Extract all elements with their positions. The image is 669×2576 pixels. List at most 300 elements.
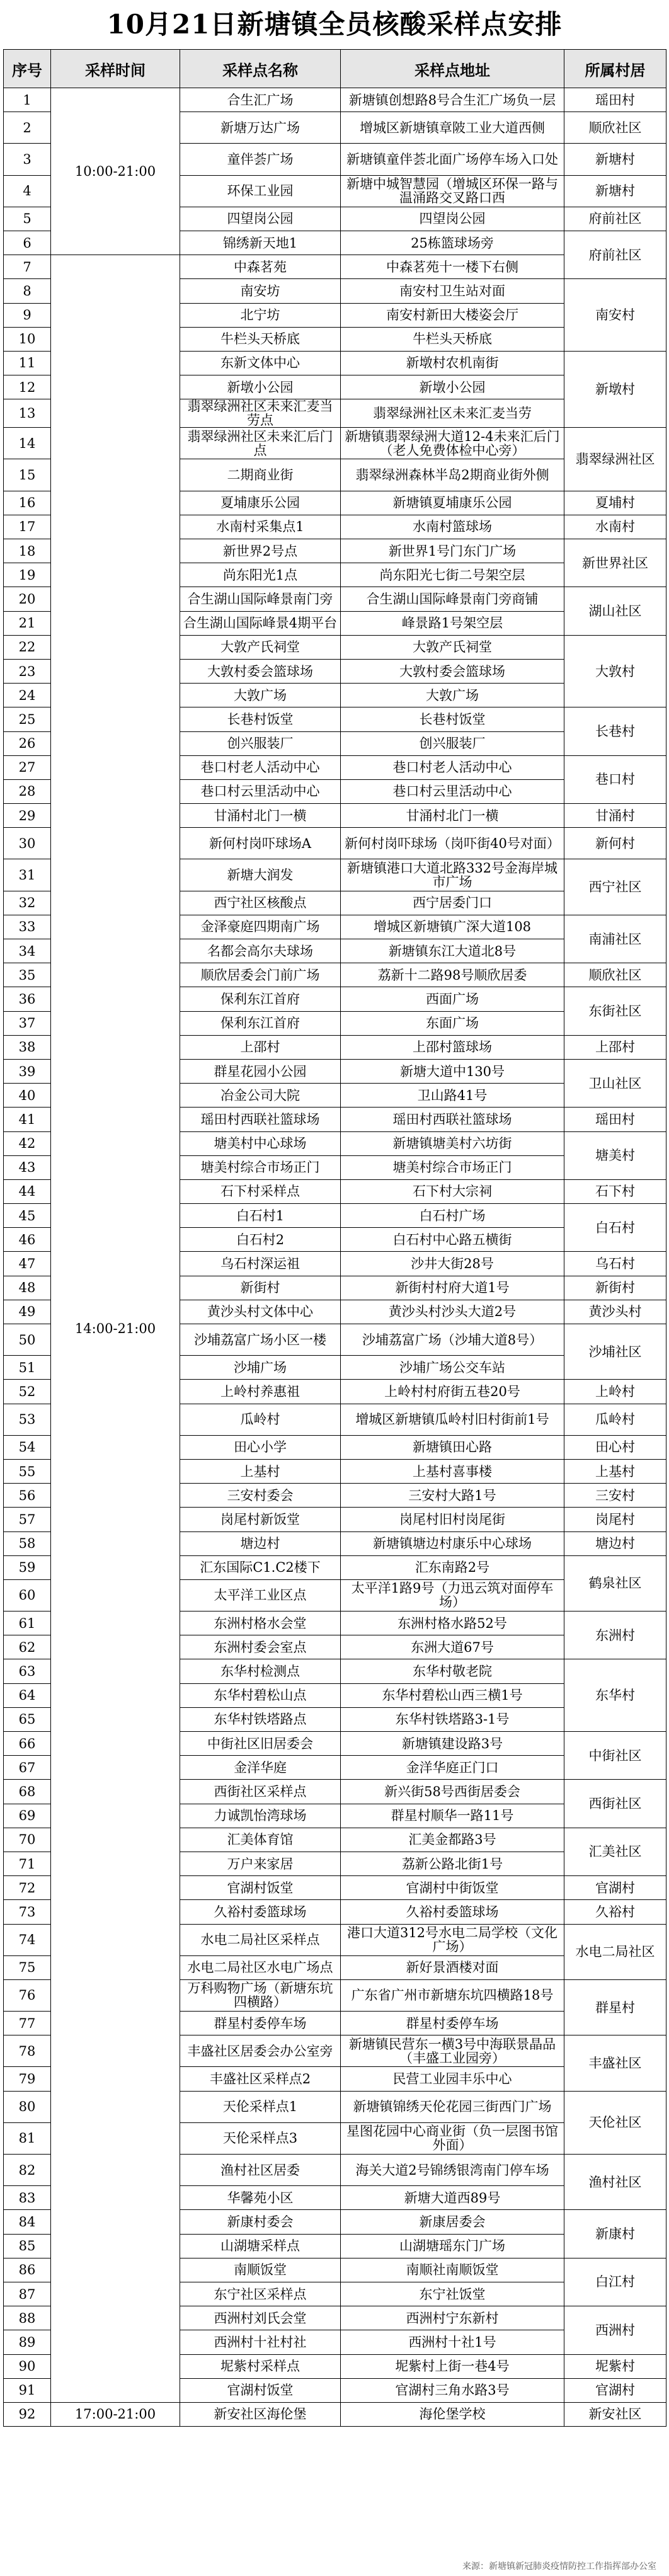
site-name: 黄沙头村文体中心 [180,1300,341,1324]
row-number: 57 [4,1508,51,1531]
site-address: 新兴街58号西街居委会 [341,1780,564,1804]
row-number: 2 [4,112,51,144]
site-address: 西宁居委门口 [341,891,564,915]
site-name: 东洲村委会室点 [180,1635,341,1659]
row-number: 74 [4,1924,51,1955]
row-number: 54 [4,1435,51,1459]
site-address: 久裕村委篮球场 [341,1900,564,1924]
site-name: 华馨苑小区 [180,2186,341,2210]
site-address: 新塘镇翡翠绿洲大道12-4未来汇后门（老人免费体检中心旁） [341,428,564,459]
site-name: 石下村采样点 [180,1179,341,1203]
village-name: 水电二局社区 [564,1924,666,1979]
site-name: 名都会高尔夫球场 [180,939,341,963]
site-address: 大敦广场 [341,684,564,707]
site-address: 太平洋1路9号（力迅云筑对面停车场） [341,1579,564,1611]
site-address: 塘美村综合市场正门 [341,1155,564,1179]
village-name: 新塘村 [564,144,666,175]
site-name: 官湖村饭堂 [180,2378,341,2402]
village-name: 石下村 [564,1179,666,1203]
site-address: 新塘镇创想路8号合生汇广场负一层 [341,88,564,112]
site-name: 金洋华庭 [180,1756,341,1780]
row-number: 39 [4,1059,51,1083]
row-number: 51 [4,1356,51,1380]
village-name: 塘美村 [564,1131,666,1179]
row-number: 11 [4,351,51,375]
site-address: 增城区新塘镇瓜岭村旧村街前1号 [341,1404,564,1435]
site-address: 民营工业园丰乐中心 [341,2067,564,2091]
row-number: 26 [4,731,51,755]
site-name: 翡翠绿洲社区未来汇麦当劳点 [180,399,341,428]
site-address: 卫山路41号 [341,1084,564,1108]
table-body [4,88,666,2427]
village-name: 鹤泉社区 [564,1555,666,1611]
row-number: 28 [4,779,51,803]
site-address: 东面广场 [341,1011,564,1035]
site-name: 塘边村 [180,1531,341,1555]
site-name: 天伦采样点3 [180,2122,341,2154]
site-name: 水电二局社区水电广场点 [180,1955,341,1979]
row-number: 88 [4,2306,51,2330]
village-name: 黄沙头村 [564,1300,666,1324]
site-name: 大敦产氏祠堂 [180,635,341,659]
site-name: 东洲村格水会堂 [180,1611,341,1635]
site-name: 上岭村养惠祖 [180,1380,341,1404]
site-address: 海关大道2号锦绣银湾南门停车场 [341,2155,564,2186]
row-number: 1 [4,88,51,112]
row-number: 23 [4,659,51,683]
site-address: 新塘镇民营东一横3号中海联景晶品（丰盛工业园旁） [341,2035,564,2067]
site-name: 巷口村云里活动中心 [180,779,341,803]
village-name: 水南村 [564,515,666,539]
village-name: 顺欣社区 [564,112,666,144]
site-name: 丰盛社区采样点2 [180,2067,341,2091]
village-name: 湖山社区 [564,587,666,635]
site-address: 新塘镇塘边村康乐中心球场 [341,1531,564,1555]
site-address: 海伦堡学校 [341,2402,564,2426]
village-name: 天伦社区 [564,2091,666,2154]
site-name: 中街社区旧居委会 [180,1732,341,1756]
row-number: 21 [4,611,51,635]
row-number: 34 [4,939,51,963]
site-address: 新世界1号门东门广场 [341,539,564,563]
site-address: 新塘大道西89号 [341,2186,564,2210]
row-number: 37 [4,1011,51,1035]
site-address: 新塘镇建设路3号 [341,1732,564,1756]
site-name: 坭紫村采样点 [180,2354,341,2378]
sampling-sites-table [3,49,666,2427]
site-address: 新塘镇港口大道北路332号金海岸城市广场 [341,859,564,891]
site-name: 南安坊 [180,279,341,303]
site-name: 四望岗公园 [180,207,341,231]
row-number: 82 [4,2155,51,2186]
site-name: 东新文体中心 [180,351,341,375]
site-name: 官湖村饭堂 [180,1876,341,1900]
row-number: 3 [4,144,51,175]
site-name: 新墩小公园 [180,375,341,399]
village-name: 新塘村 [564,175,666,207]
site-name: 塘美村综合市场正门 [180,1155,341,1179]
row-number: 66 [4,1732,51,1756]
site-address: 南安村新田大楼姿会厅 [341,303,564,327]
site-name: 沙埔荔富广场小区一楼 [180,1324,341,1356]
row-number: 18 [4,539,51,563]
row-number: 48 [4,1276,51,1300]
site-name: 东华村铁塔路点 [180,1707,341,1731]
site-name: 保利东江首府 [180,1011,341,1035]
row-number: 87 [4,2282,51,2306]
site-name: 群星村委停车场 [180,2012,341,2035]
site-address: 峰景路1号架空层 [341,611,564,635]
row-number: 72 [4,1876,51,1900]
row-number: 13 [4,399,51,428]
site-name: 西宁社区核酸点 [180,891,341,915]
village-name: 渔村社区 [564,2155,666,2210]
site-name: 童伴荟广场 [180,144,341,175]
site-name: 新塘万达广场 [180,112,341,144]
row-number: 91 [4,2378,51,2402]
site-name: 尚东阳光1点 [180,563,341,587]
site-name: 长巷村饭堂 [180,707,341,731]
site-address: 新塘中城智慧园（增城区环保一路与温涌路交叉路口西 [341,175,564,207]
row-number: 84 [4,2210,51,2234]
row-number: 22 [4,635,51,659]
village-name: 南浦社区 [564,915,666,963]
site-address: 新塘镇童伴荟北面广场停车场入口处 [341,144,564,175]
site-address: 新塘大道中130号 [341,1059,564,1083]
site-address: 翡翠绿洲社区未来汇麦当劳 [341,399,564,428]
site-address: 增城区新塘镇广深大道108 [341,915,564,939]
row-number: 14 [4,428,51,459]
site-name: 塘美村中心球场 [180,1131,341,1155]
row-number: 25 [4,707,51,731]
village-name: 汇美社区 [564,1828,666,1875]
row-number: 40 [4,1084,51,1108]
row-number: 73 [4,1900,51,1924]
site-name: 渔村社区居委 [180,2155,341,2186]
site-name: 天伦采样点1 [180,2091,341,2122]
site-address: 巷口村老人活动中心 [341,755,564,779]
header-village: 所属村居 [564,50,666,88]
site-name: 三安村委会 [180,1484,341,1508]
time-slot: 10:00-21:00 [51,88,180,255]
site-address: 新塘镇田心路 [341,1435,564,1459]
site-address: 甘涌村北门一横 [341,804,564,828]
site-address: 东宁社饭堂 [341,2282,564,2306]
site-name: 北宁坊 [180,303,341,327]
row-number: 32 [4,891,51,915]
site-name: 西洲村十社村社 [180,2330,341,2354]
row-number: 71 [4,1852,51,1875]
row-number: 65 [4,1707,51,1731]
row-number: 76 [4,1979,51,2011]
row-number: 60 [4,1579,51,1611]
village-name: 乌石村 [564,1252,666,1276]
site-address: 新墩村农机南街 [341,351,564,375]
row-number: 86 [4,2258,51,2282]
row-number: 35 [4,963,51,987]
site-name: 中森茗苑 [180,255,341,279]
site-address: 水南村篮球场 [341,515,564,539]
site-name: 水南村采集点1 [180,515,341,539]
site-address: 官湖村中街饭堂 [341,1876,564,1900]
site-name: 保利东江首府 [180,987,341,1011]
site-address: 白石村广场 [341,1204,564,1228]
village-name: 府前社区 [564,207,666,231]
site-name: 太平洋工业区点 [180,1579,341,1611]
village-name: 田心村 [564,1435,666,1459]
site-name: 新康村委会 [180,2210,341,2234]
site-name: 瑶田村西联社篮球场 [180,1108,341,1131]
site-name: 力诚凯怡湾球场 [180,1804,341,1828]
site-name: 合生湖山国际峰景南门旁 [180,587,341,611]
site-address: 山湖塘瑶东门广场 [341,2234,564,2258]
row-number: 62 [4,1635,51,1659]
site-name: 西街社区采样点 [180,1780,341,1804]
site-name: 冶金公司大院 [180,1084,341,1108]
row-number: 79 [4,2067,51,2091]
row-number: 64 [4,1683,51,1707]
row-number: 16 [4,491,51,515]
site-address: 白石村中心路五横街 [341,1228,564,1252]
site-name: 上基村 [180,1459,341,1483]
village-name: 南安村 [564,279,666,352]
site-name: 东华村检测点 [180,1659,341,1683]
site-address: 岗尾村旧村岗尾街 [341,1508,564,1531]
site-name: 乌石村深运祖 [180,1252,341,1276]
site-name: 二期商业街 [180,459,341,491]
site-address: 巷口村云里活动中心 [341,779,564,803]
row-number: 4 [4,175,51,207]
site-address: 上基村喜事楼 [341,1459,564,1483]
time-slot: 14:00-21:00 [51,255,180,2403]
site-name: 白石村1 [180,1204,341,1228]
header-time: 采样时间 [51,50,180,88]
site-name: 东华村碧松山点 [180,1683,341,1707]
village-name: 沙埔社区 [564,1324,666,1380]
site-name: 久裕村委篮球场 [180,1900,341,1924]
site-name: 岗尾村新饭堂 [180,1508,341,1531]
row-number: 33 [4,915,51,939]
site-name: 大敦村委会篮球场 [180,659,341,683]
site-address: 新好景酒楼对面 [341,1955,564,1979]
village-name: 府前社区 [564,231,666,278]
row-number: 38 [4,1035,51,1059]
site-address: 长巷村饭堂 [341,707,564,731]
site-name: 新街村 [180,1276,341,1300]
site-address: 西洲村宁东新村 [341,2306,564,2330]
village-name: 岗尾村 [564,1508,666,1531]
site-name: 锦绣新天地1 [180,231,341,255]
site-name: 合生湖山国际峰景4期平台 [180,611,341,635]
site-address: 金洋华庭正门口 [341,1756,564,1780]
row-number: 52 [4,1380,51,1404]
site-name: 翡翠绿洲社区未来汇后门点 [180,428,341,459]
site-name: 创兴服装厂 [180,731,341,755]
site-name: 顺欣居委会门前广场 [180,963,341,987]
site-name: 东宁社区采样点 [180,2282,341,2306]
village-name: 白江村 [564,2258,666,2306]
village-name: 新安社区 [564,2402,666,2426]
village-name: 长巷村 [564,707,666,755]
village-name: 巷口村 [564,755,666,803]
row-number: 77 [4,2012,51,2035]
site-name: 牛栏头天桥底 [180,327,341,351]
row-number: 20 [4,587,51,611]
village-name: 新何村 [564,828,666,859]
site-address: 新街村村府大道1号 [341,1276,564,1300]
row-number: 36 [4,987,51,1011]
site-address: 官湖村三角水路3号 [341,2378,564,2402]
site-name: 水电二局社区采样点 [180,1924,341,1955]
row-number: 90 [4,2354,51,2378]
header-no: 序号 [4,50,51,88]
row-number: 61 [4,1611,51,1635]
row-number: 24 [4,684,51,707]
site-address: 西洲村十社1号 [341,2330,564,2354]
site-address: 牛栏头天桥底 [341,327,564,351]
village-name: 甘涌村 [564,804,666,828]
site-name: 新何村岗吓球场A [180,828,341,859]
site-name: 新安社区海伦堡 [180,2402,341,2426]
site-address: 西面广场 [341,987,564,1011]
site-address: 大敦村委会篮球场 [341,659,564,683]
village-name: 翡翠绿洲社区 [564,428,666,491]
site-name: 合生汇广场 [180,88,341,112]
site-address: 东华村铁塔路3-1号 [341,1707,564,1731]
row-number: 89 [4,2330,51,2354]
site-name: 群星花园小公园 [180,1059,341,1083]
site-name: 环保工业园 [180,175,341,207]
row-number: 56 [4,1484,51,1508]
village-name: 丰盛社区 [564,2035,666,2091]
site-address: 荔新十二路98号顺欣居委 [341,963,564,987]
village-name: 坭紫村 [564,2354,666,2378]
row-number: 70 [4,1828,51,1852]
village-name: 新街村 [564,1276,666,1300]
village-name: 官湖村 [564,2378,666,2402]
site-address: 创兴服装厂 [341,731,564,755]
site-address: 广东省广州市新塘东坑四横路18号 [341,1979,564,2011]
site-address: 南安村卫生站对面 [341,279,564,303]
village-name: 东街社区 [564,987,666,1035]
row-number: 83 [4,2186,51,2210]
row-number: 59 [4,1555,51,1579]
village-name: 西洲村 [564,2306,666,2354]
site-name: 沙埔广场 [180,1356,341,1380]
site-name: 丰盛社区居委会办公室旁 [180,2035,341,2067]
table-header-row [4,50,666,88]
site-address: 群星村顺华一路11号 [341,1804,564,1828]
village-name: 中街社区 [564,1732,666,1780]
site-name: 上邵村 [180,1035,341,1059]
site-address: 沙埔广场公交车站 [341,1356,564,1380]
site-address: 新康居委会 [341,2210,564,2234]
row-number: 5 [4,207,51,231]
site-address: 新何村岗吓球场（岗吓街40号对面） [341,828,564,859]
site-name: 汇美体育馆 [180,1828,341,1852]
village-name: 西宁社区 [564,859,666,915]
row-number: 8 [4,279,51,303]
site-name: 巷口村老人活动中心 [180,755,341,779]
site-address: 沙井大街28号 [341,1252,564,1276]
row-number: 43 [4,1155,51,1179]
site-address: 增城区新塘镇章陂工业大道西侧 [341,112,564,144]
village-name: 东洲村 [564,1611,666,1659]
row-number: 53 [4,1404,51,1435]
site-name: 夏埔康乐公园 [180,491,341,515]
site-address: 荔新公路北街1号 [341,1852,564,1875]
village-name: 大敦村 [564,635,666,707]
header-site-name: 采样点名称 [180,50,341,88]
site-name: 田心小学 [180,1435,341,1459]
site-name: 万户来家居 [180,1852,341,1875]
row-number: 17 [4,515,51,539]
row-number: 44 [4,1179,51,1203]
site-address: 新塘镇塘美村六坊街 [341,1131,564,1155]
village-name: 新世界社区 [564,539,666,587]
site-address: 新塘镇锦绣天伦花园三街西门广场 [341,2091,564,2122]
row-number: 41 [4,1108,51,1131]
village-name: 新墩村 [564,351,666,427]
header-site-address: 采样点地址 [341,50,564,88]
row-number: 27 [4,755,51,779]
row-number: 81 [4,2122,51,2154]
table-row [4,2402,666,2426]
site-name: 万科购物广场（新塘东坑四横路） [180,1979,341,2011]
row-number: 6 [4,231,51,255]
site-address: 新塘镇夏埔康乐公园 [341,491,564,515]
site-address: 合生湖山国际峰景南门旁商铺 [341,587,564,611]
row-number: 69 [4,1804,51,1828]
row-number: 75 [4,1955,51,1979]
row-number: 15 [4,459,51,491]
document-title: 10月21日新塘镇全员核酸采样点安排 [106,9,563,40]
site-address: 石下村大宗祠 [341,1179,564,1203]
site-address: 东华村敬老院 [341,1659,564,1683]
site-address: 尚东阳光七街二号架空层 [341,563,564,587]
row-number: 30 [4,828,51,859]
row-number: 47 [4,1252,51,1276]
row-number: 85 [4,2234,51,2258]
site-name: 白石村2 [180,1228,341,1252]
row-number: 92 [4,2402,51,2426]
site-name: 大敦广场 [180,684,341,707]
site-address: 上邵村篮球场 [341,1035,564,1059]
site-address: 汇东南路2号 [341,1555,564,1579]
village-name: 瑶田村 [564,1108,666,1131]
village-name: 瓜岭村 [564,1404,666,1435]
site-address: 南顺社南顺饭堂 [341,2258,564,2282]
village-name: 夏埔村 [564,491,666,515]
village-name: 群星村 [564,1979,666,2035]
row-number: 78 [4,2035,51,2067]
village-name: 卫山社区 [564,1059,666,1107]
village-name: 新康村 [564,2210,666,2258]
site-address: 东洲大道67号 [341,1635,564,1659]
site-address: 东华村碧松山西三横1号 [341,1683,564,1707]
row-number: 50 [4,1324,51,1356]
row-number: 29 [4,804,51,828]
site-address: 港口大道312号水电二局学校（文化广场） [341,1924,564,1955]
village-name: 三安村 [564,1484,666,1508]
village-name: 久裕村 [564,1900,666,1924]
site-address: 三安村大路1号 [341,1484,564,1508]
site-name: 南顺饭堂 [180,2258,341,2282]
site-name: 新塘大润发 [180,859,341,891]
row-number: 45 [4,1204,51,1228]
row-number: 9 [4,303,51,327]
row-number: 67 [4,1756,51,1780]
